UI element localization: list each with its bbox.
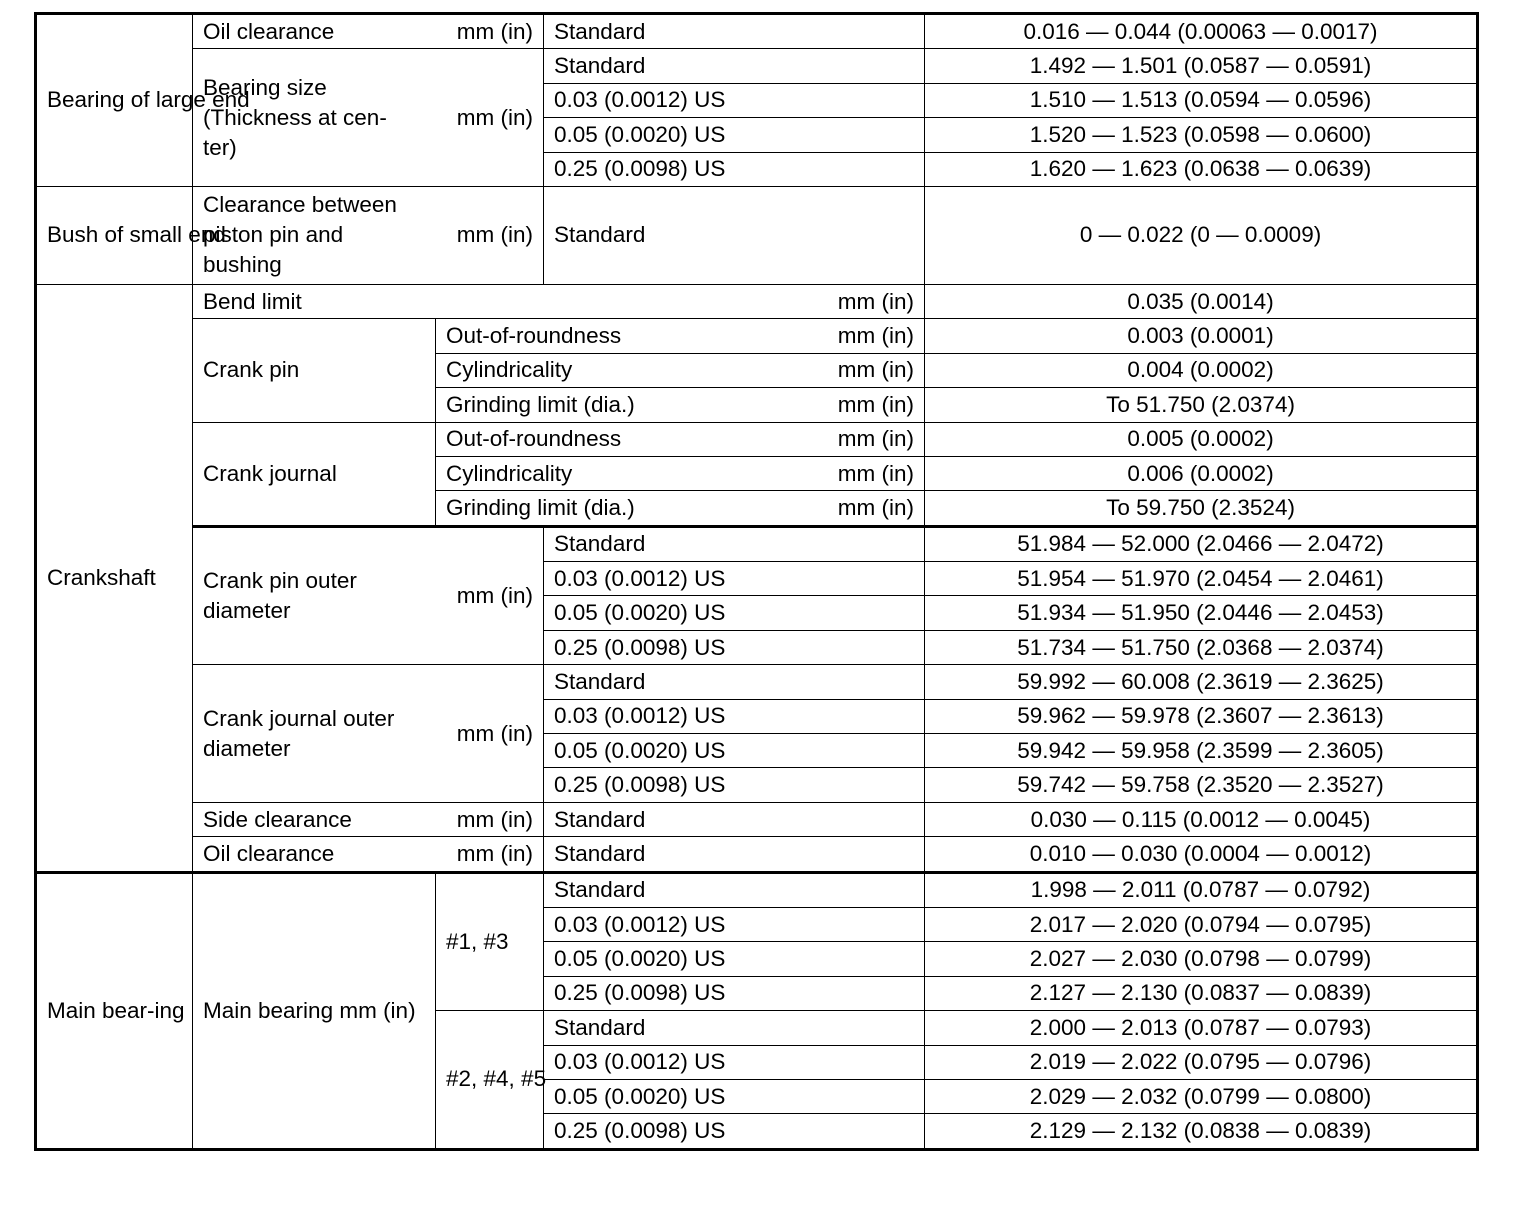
cell-text: Clearance between piston pin and bushing [203,192,397,278]
condition-cell: Standard [544,837,925,872]
unit-label: mm (in) [837,426,915,452]
cell-text: Crank journal outer diameter [203,705,395,761]
item-cell [436,319,925,353]
cell-text: Side clearance [203,806,352,832]
cell-text: Bearing of large end [47,87,250,113]
cell-text: Out-of-roundness [446,426,622,452]
value-cell: 0.035 (0.0014) [925,284,1478,318]
table-row [36,872,1478,907]
condition-cell: 0.25 (0.0098) US [544,152,925,186]
item-cell [193,186,544,284]
cell-text: Out-of-roundness [446,323,622,349]
unit-label: mm (in) [456,840,534,866]
condition-cell: 0.03 (0.0012) US [544,699,925,733]
cell-text: Grinding limit (dia.) [446,494,635,520]
cell-text: Grinding limit (dia.) [446,391,635,417]
item-cell [193,284,925,318]
value-cell: 0 — 0.022 (0 — 0.0009) [925,186,1478,284]
value-cell: 0.030 — 0.115 (0.0012 — 0.0045) [925,802,1478,836]
table-row [36,665,1478,699]
condition-cell: Standard [544,665,925,699]
main-bearing-group-1: #1, #3 [436,872,544,1011]
unit-label: mm (in) [837,323,915,349]
table-row [36,284,1478,318]
item-cell [436,388,925,422]
cell-text: Main bear-ing [47,997,185,1023]
condition-cell: Standard [544,186,925,284]
value-cell: 51.954 — 51.970 (2.0454 — 2.0461) [925,562,1478,596]
value-cell: 0.016 — 0.044 (0.00063 — 0.0017) [925,14,1478,49]
table-row [36,14,1478,49]
item-cell [193,665,544,803]
value-cell: 0.005 (0.0002) [925,422,1478,456]
item-cell [193,837,544,872]
condition-cell: Standard [544,802,925,836]
value-cell: 2.000 — 2.013 (0.0787 — 0.0793) [925,1011,1478,1045]
unit-label: mm (in) [837,460,915,486]
spec-table [34,12,1479,1151]
cell-text: Cylindricality [446,357,573,383]
condition-cell: 0.03 (0.0012) US [544,562,925,596]
unit-label: mm (in) [456,806,534,832]
value-cell: 2.029 — 2.032 (0.0799 — 0.0800) [925,1079,1478,1113]
table-row [36,802,1478,836]
main-bearing-item [193,872,436,1149]
value-cell: 2.129 — 2.132 (0.0838 — 0.0839) [925,1114,1478,1149]
value-cell: 0.010 — 0.030 (0.0004 — 0.0012) [925,837,1478,872]
condition-cell: 0.05 (0.0020) US [544,596,925,630]
unit-label: mm (in) [456,582,534,608]
cell-text: Cylindricality [446,460,573,486]
crank-pin-label: Crank pin [193,319,436,422]
condition-cell: Standard [544,526,925,561]
value-cell: 2.027 — 2.030 (0.0798 — 0.0799) [925,942,1478,976]
condition-cell: Standard [544,49,925,83]
condition-cell: 0.25 (0.0098) US [544,976,925,1010]
cell-text: Oil clearance [203,18,335,44]
cell-text: Oil clearance [203,840,335,866]
table-row [36,422,1478,456]
unit-label: mm (in) [837,288,915,314]
table-row [36,319,1478,353]
value-cell: 59.942 — 59.958 (2.3599 — 2.3605) [925,734,1478,768]
crank-journal-label: Crank journal [193,422,436,526]
cell-text: Main bearing mm (in) [203,997,416,1023]
value-cell: 2.019 — 2.022 (0.0795 — 0.0796) [925,1045,1478,1079]
value-cell: 59.742 — 59.758 (2.3520 — 2.3527) [925,768,1478,802]
unit-label: mm (in) [837,391,915,417]
cell-text: Crank pin outer diameter [203,567,357,623]
condition-cell: 0.03 (0.0012) US [544,1045,925,1079]
table-row [36,49,1478,83]
item-cell [436,353,925,387]
unit-label: mm (in) [456,222,534,248]
section-label-crankshaft: Crankshaft [36,284,193,872]
value-cell: 59.992 — 60.008 (2.3619 — 2.3625) [925,665,1478,699]
value-cell: 2.127 — 2.130 (0.0837 — 0.0839) [925,976,1478,1010]
value-cell: 51.734 — 51.750 (2.0368 — 2.0374) [925,630,1478,664]
condition-cell: 0.25 (0.0098) US [544,630,925,664]
cell-text: Bush of small end [47,222,226,248]
section-label-bearing-large-end [36,14,250,187]
condition-cell: 0.25 (0.0098) US [544,1114,925,1149]
item-cell [436,422,925,456]
condition-cell: 0.05 (0.0020) US [544,734,925,768]
value-cell: 2.017 — 2.020 (0.0794 — 0.0795) [925,907,1478,941]
item-cell [193,526,544,665]
unit-label: mm (in) [456,18,534,44]
section-label-main-bearing [36,872,193,1149]
condition-cell: 0.03 (0.0012) US [544,907,925,941]
value-cell: To 51.750 (2.0374) [925,388,1478,422]
main-bearing-group-2 [436,1011,547,1150]
section-label-bush-small-end [36,186,226,284]
unit-label: mm (in) [837,357,915,383]
value-cell: 0.004 (0.0002) [925,353,1478,387]
item-cell [193,802,544,836]
condition-cell: 0.05 (0.0020) US [544,1079,925,1113]
table-row [36,837,1478,872]
value-cell: 0.003 (0.0001) [925,319,1478,353]
table-row [36,526,1478,561]
condition-cell: 0.03 (0.0012) US [544,83,925,117]
item-cell [436,491,925,526]
value-cell: 1.998 — 2.011 (0.0787 — 0.0792) [925,872,1478,907]
item-cell [193,14,544,49]
condition-cell: Standard [544,872,925,907]
value-cell: 51.934 — 51.950 (2.0446 — 2.0453) [925,596,1478,630]
cell-text: Bend limit [203,288,302,314]
cell-text: Bearing size (Thickness at cen-ter) [203,74,387,160]
condition-cell: Standard [544,1011,925,1045]
condition-cell: 0.05 (0.0020) US [544,118,925,152]
value-cell: To 59.750 (2.3524) [925,491,1478,526]
value-cell: 1.520 — 1.523 (0.0598 — 0.0600) [925,118,1478,152]
unit-label: mm (in) [456,104,534,130]
unit-label: mm (in) [837,494,915,520]
cell-text: #2, #4, #5 [446,1066,547,1092]
value-cell: 1.620 — 1.623 (0.0638 — 0.0639) [925,152,1478,186]
condition-cell: Standard [544,14,925,49]
item-cell [436,456,925,490]
value-cell: 51.984 — 52.000 (2.0466 — 2.0472) [925,526,1478,561]
condition-cell: 0.25 (0.0098) US [544,768,925,802]
value-cell: 59.962 — 59.978 (2.3607 — 2.3613) [925,699,1478,733]
value-cell: 1.510 — 1.513 (0.0594 — 0.0596) [925,83,1478,117]
value-cell: 1.492 — 1.501 (0.0587 — 0.0591) [925,49,1478,83]
item-cell [193,49,544,187]
value-cell: 0.006 (0.0002) [925,456,1478,490]
condition-cell: 0.05 (0.0020) US [544,942,925,976]
table-row [36,186,1478,284]
unit-label: mm (in) [456,720,534,746]
